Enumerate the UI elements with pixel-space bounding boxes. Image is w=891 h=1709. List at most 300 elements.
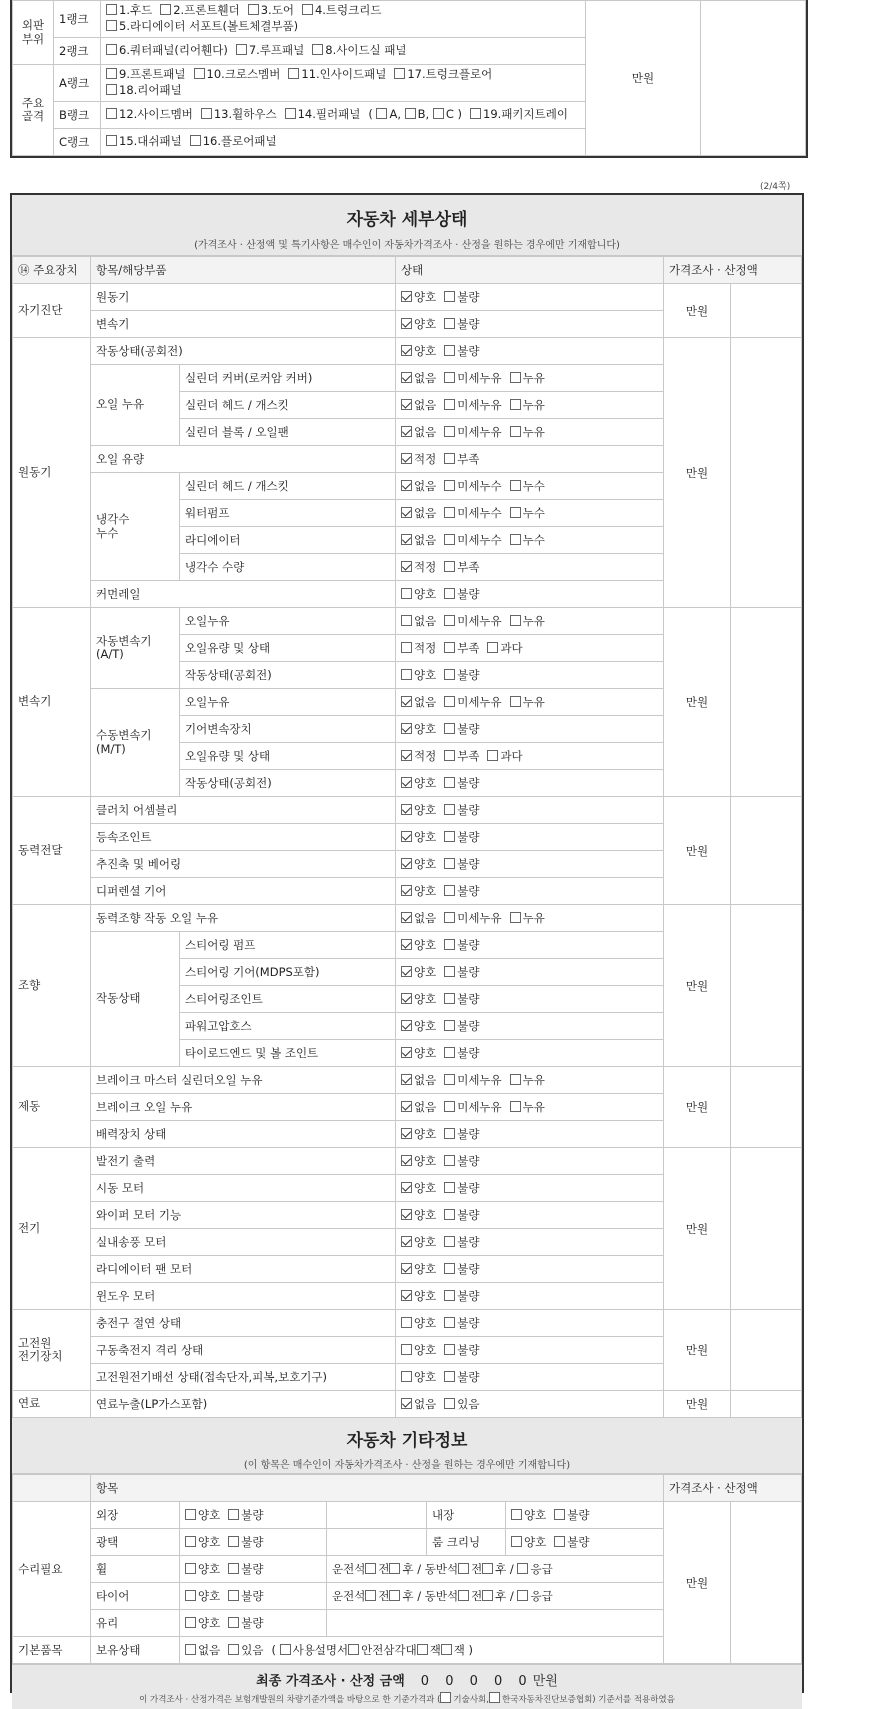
checkbox-icon[interactable] [444,1101,455,1112]
part-checkbox[interactable]: 3.도어 [248,3,294,17]
checkbox-icon[interactable] [405,108,416,119]
part-checkbox[interactable]: 16.플로어패널 [190,134,277,148]
state-checkbox[interactable]: 누유 [510,695,545,709]
state-checkbox[interactable]: 불량 [444,668,479,682]
state-checkbox[interactable]: 불량 [228,1562,263,1576]
price-cell[interactable] [731,1391,802,1418]
state-checkbox[interactable]: 부족 [444,452,479,466]
state-checkbox[interactable]: 미세누유 [444,1100,501,1114]
price-cell[interactable] [731,284,802,338]
state-checkbox[interactable]: 없음 [401,614,436,628]
checkbox-icon[interactable] [401,1182,412,1193]
state-checkbox[interactable]: 없음 [401,425,436,439]
checkbox-icon[interactable] [401,966,412,977]
state-checkbox[interactable]: 적정 [401,560,436,574]
state-checkbox[interactable]: 양호 [401,1289,436,1303]
state-checkbox[interactable]: 불량 [444,722,479,736]
state-checkbox[interactable]: 양호 [185,1616,220,1630]
checkbox-icon[interactable] [401,885,412,896]
checkbox-icon[interactable] [517,1590,528,1601]
checkbox-icon[interactable] [401,723,412,734]
part-checkbox[interactable]: 11.인사이드패널 [288,67,386,81]
part-checkbox[interactable]: 10.크로스멤버 [194,67,281,81]
state-checkbox[interactable]: 불량 [444,1289,479,1303]
checkbox-icon[interactable] [401,831,412,842]
checkbox-icon[interactable] [228,1563,239,1574]
checkbox-icon[interactable] [401,1020,412,1031]
state-checkbox[interactable]: 양호 [511,1508,546,1522]
checkbox-icon[interactable] [312,44,323,55]
checkbox-icon[interactable] [389,1563,400,1574]
checkbox-icon[interactable] [510,480,521,491]
checkbox-icon[interactable] [401,912,412,923]
checkbox-icon[interactable] [401,1101,412,1112]
checkbox-icon[interactable] [401,1209,412,1220]
checkbox-icon[interactable] [517,1563,528,1574]
state-checkbox[interactable]: 누유 [510,614,545,628]
checkbox-icon[interactable] [482,1563,493,1574]
checkbox-icon[interactable] [248,4,259,15]
state-checkbox[interactable]: 양호 [401,344,436,358]
price-cell[interactable] [731,1148,802,1310]
checkbox-icon[interactable] [444,480,455,491]
state-checkbox[interactable]: 부족 [444,560,479,574]
state-checkbox[interactable]: 양호 [401,1046,436,1060]
state-checkbox[interactable]: 양호 [401,317,436,331]
checkbox-icon[interactable] [444,993,455,1004]
checkbox-icon[interactable] [401,804,412,815]
checkbox-icon[interactable] [510,1074,521,1085]
checkbox-icon[interactable] [444,750,455,761]
checkbox-icon[interactable] [510,534,521,545]
state-checkbox[interactable]: 없음 [401,1397,436,1411]
state-checkbox[interactable]: 미세누수 [444,479,501,493]
checkbox-icon[interactable] [376,108,387,119]
state-checkbox[interactable]: 있음 [444,1397,479,1411]
state-checkbox[interactable]: 양호 [401,830,436,844]
state-checkbox[interactable]: 양호 [401,1019,436,1033]
state-checkbox[interactable]: 불량 [554,1535,589,1549]
checkbox-icon[interactable] [394,68,405,79]
checkbox-icon[interactable] [444,1344,455,1355]
state-checkbox[interactable]: 양호 [185,1562,220,1576]
checkbox-icon[interactable] [401,939,412,950]
state-checkbox[interactable]: 불량 [444,1208,479,1222]
checkbox-icon[interactable] [444,966,455,977]
part-checkbox[interactable]: 9.프론트패널 [106,67,186,81]
checkbox-icon[interactable] [285,108,296,119]
checkbox-icon[interactable] [444,1398,455,1409]
checkbox-icon[interactable] [458,1563,469,1574]
checkbox-icon[interactable] [444,372,455,383]
state-checkbox[interactable]: 없음 [185,1643,220,1657]
checkbox-icon[interactable] [444,1263,455,1274]
checkbox-icon[interactable] [401,588,412,599]
checkbox-icon[interactable] [510,507,521,518]
state-checkbox[interactable]: 누유 [510,425,545,439]
state-checkbox[interactable]: 적정 [401,749,436,763]
state-checkbox[interactable]: 양호 [401,857,436,871]
checkbox-icon[interactable] [444,1020,455,1031]
state-checkbox[interactable]: 누수 [510,479,545,493]
part-checkbox[interactable]: 17.트렁크플로어 [394,67,492,81]
checkbox-icon[interactable] [444,507,455,518]
checkbox-icon[interactable] [444,399,455,410]
state-checkbox[interactable]: 없음 [401,1100,436,1114]
state-checkbox[interactable]: 없음 [401,911,436,925]
checkbox-icon[interactable] [106,84,117,95]
part-checkbox[interactable]: 4.트렁크리드 [302,3,382,17]
checkbox-icon[interactable] [444,345,455,356]
state-checkbox[interactable]: 불량 [444,1046,479,1060]
checkbox-icon[interactable] [510,426,521,437]
checkbox-icon[interactable] [401,1344,412,1355]
checkbox-icon[interactable] [185,1509,196,1520]
checkbox-icon[interactable] [228,1509,239,1520]
state-checkbox[interactable]: 양호 [401,1208,436,1222]
part-checkbox[interactable]: 5.라디에이터 서포트(볼트체결부품) [106,19,298,33]
checkbox-icon[interactable] [417,1644,428,1655]
checkbox-icon[interactable] [401,1128,412,1139]
state-checkbox[interactable]: 불량 [444,1343,479,1357]
checkbox-icon[interactable] [401,345,412,356]
checkbox-icon[interactable] [401,750,412,761]
state-checkbox[interactable]: 양호 [401,803,436,817]
state-checkbox[interactable]: 미세누유 [444,695,501,709]
checkbox-icon[interactable] [228,1617,239,1628]
checkbox-icon[interactable] [444,1155,455,1166]
checkbox-icon[interactable] [401,1074,412,1085]
checkbox-icon[interactable] [401,318,412,329]
checkbox-icon[interactable] [482,1590,493,1601]
state-checkbox[interactable]: 불량 [554,1508,589,1522]
state-checkbox[interactable]: 양호 [185,1589,220,1603]
state-checkbox[interactable]: 불량 [444,857,479,871]
checkbox-icon[interactable] [401,372,412,383]
price-cell[interactable] [731,905,802,1067]
state-checkbox[interactable]: 불량 [444,776,479,790]
state-checkbox[interactable]: 양호 [511,1535,546,1549]
state-checkbox[interactable]: 양호 [401,722,436,736]
state-checkbox[interactable]: 없음 [401,479,436,493]
checkbox-icon[interactable] [365,1563,376,1574]
checkbox-icon[interactable] [444,858,455,869]
checkbox-icon[interactable] [194,68,205,79]
checkbox-icon[interactable] [444,291,455,302]
sub-category: 작동상태 [91,932,180,1067]
state-checkbox[interactable]: 미세누유 [444,371,501,385]
checkbox-icon[interactable] [458,1590,469,1601]
checkbox-icon[interactable] [401,1236,412,1247]
checkbox-icon[interactable] [401,1398,412,1409]
state-checkbox[interactable]: 미세누유 [444,614,501,628]
state-checkbox[interactable]: 양호 [401,1154,436,1168]
state-checkbox[interactable]: 불량 [444,290,479,304]
checkbox-icon[interactable] [444,831,455,842]
checkbox-icon[interactable] [106,135,117,146]
checkbox-icon[interactable] [510,372,521,383]
part-checkbox[interactable]: 18.리어패널 [106,83,182,97]
state-checkbox[interactable]: 불량 [444,587,479,601]
state-checkbox[interactable]: 적정 [401,641,436,655]
state-checkbox[interactable]: 있음 [228,1643,263,1657]
etc-price-cell[interactable] [731,1502,802,1664]
checkbox-icon[interactable] [106,20,117,31]
checkbox-icon[interactable] [433,108,444,119]
state-checkbox[interactable]: 불량 [444,884,479,898]
state-checkbox[interactable]: 불량 [444,965,479,979]
checkbox-icon[interactable] [444,561,455,572]
state-checkbox[interactable]: 과다 [487,749,522,763]
state-checkbox[interactable]: 누유 [510,1100,545,1114]
price-cell[interactable] [731,797,802,905]
checkbox-icon[interactable] [401,858,412,869]
checkbox-icon[interactable] [365,1590,376,1601]
state-checkbox[interactable]: 양호 [401,776,436,790]
checkbox-icon[interactable] [288,68,299,79]
checkbox-icon[interactable] [444,939,455,950]
checkbox-diagnosis-association[interactable] [489,1692,500,1703]
checkbox-icon[interactable] [401,1263,412,1274]
checkbox-icon[interactable] [470,108,481,119]
state-checkbox[interactable]: 없음 [401,398,436,412]
checkbox-icon[interactable] [106,44,117,55]
state-checkbox[interactable]: 미세누유 [444,1073,501,1087]
checkbox-icon[interactable] [348,1644,359,1655]
checkbox-icon[interactable] [401,480,412,491]
etc-title: 자동차 기타정보 [346,1431,468,1451]
checkbox-icon[interactable] [401,696,412,707]
checkbox-icon[interactable] [236,44,247,55]
part-checkbox[interactable]: 12.사이드멤버 [106,107,193,121]
price-cell[interactable] [731,1067,802,1148]
checkbox-icon[interactable] [185,1590,196,1601]
checkbox-icon[interactable] [444,1047,455,1058]
checkbox-icon[interactable] [444,453,455,464]
checkbox-icon[interactable] [401,1317,412,1328]
checkbox-icon[interactable] [444,318,455,329]
state-checkbox[interactable]: 불량 [228,1508,263,1522]
checkbox-icon[interactable] [401,561,412,572]
state-checkbox[interactable]: 불량 [444,1181,479,1195]
state-checkbox[interactable]: 양호 [401,1343,436,1357]
checkbox-icon[interactable] [401,291,412,302]
state-checkbox[interactable]: 불량 [444,1154,479,1168]
state-checkbox[interactable]: 부족 [444,749,479,763]
state-checkbox[interactable]: 불량 [444,317,479,331]
part-checkbox[interactable]: 19.패키지트레이 [470,107,568,121]
price-cell[interactable] [731,338,802,608]
state-checkbox[interactable]: 양호 [401,992,436,1006]
checkbox-icon[interactable] [444,588,455,599]
checkbox-icon[interactable] [444,642,455,653]
checkbox-icon[interactable] [444,912,455,923]
etc-seat-cell [327,1556,664,1583]
state-checkbox[interactable]: 과다 [487,641,522,655]
checkbox-icon[interactable] [444,777,455,788]
checkbox-icon[interactable] [401,534,412,545]
checkbox-icon[interactable] [302,4,313,15]
part-checkbox[interactable]: 15.대쉬패널 [106,134,182,148]
checkbox-icon[interactable] [401,993,412,1004]
checkbox-icon[interactable] [444,615,455,626]
checkbox-icon[interactable] [444,885,455,896]
part-checkbox[interactable]: 7.루프패널 [236,43,304,57]
state-checkbox[interactable]: 불량 [444,1370,479,1384]
state-checkbox[interactable]: 불량 [228,1535,263,1549]
state-checkbox[interactable]: 불량 [444,1262,479,1276]
state-checkbox[interactable]: 양호 [401,290,436,304]
state-checkbox[interactable]: 양호 [401,1181,436,1195]
checkbox-icon[interactable] [444,1182,455,1193]
price-cell[interactable] [731,1310,802,1391]
state-checkbox[interactable]: 양호 [401,1370,436,1384]
checkbox-icon[interactable] [401,1290,412,1301]
checkbox-icon[interactable] [389,1590,400,1601]
state-checkbox[interactable]: 누유 [510,371,545,385]
checkbox-icon[interactable] [510,696,521,707]
state-checkbox[interactable]: 불량 [444,1235,479,1249]
checkbox-icon[interactable] [441,1644,452,1655]
state-checkbox[interactable]: 없음 [401,371,436,385]
checkbox-icon[interactable] [487,642,498,653]
state-checkbox[interactable]: 미세누수 [444,533,501,547]
state-checkbox[interactable]: 누수 [510,533,545,547]
state-checkbox[interactable]: 불량 [228,1616,263,1630]
checkbox-icon[interactable] [444,696,455,707]
checkbox-icon[interactable] [160,4,171,15]
checkbox-icon[interactable] [444,1236,455,1247]
checkbox-icon[interactable] [487,750,498,761]
checkbox-icon[interactable] [511,1509,522,1520]
state-checkbox[interactable]: 누유 [510,1073,545,1087]
checkbox-icon[interactable] [444,1290,455,1301]
checkbox-icon[interactable] [185,1536,196,1547]
checkbox-icon[interactable] [228,1644,239,1655]
checkbox-icon[interactable] [510,912,521,923]
state-checkbox[interactable]: 없음 [401,506,436,520]
checkbox-icon[interactable] [401,1155,412,1166]
checkbox-icon[interactable] [444,804,455,815]
checkbox-icon[interactable] [401,399,412,410]
state-checkbox[interactable]: 양호 [401,1262,436,1276]
checkbox-icon[interactable] [401,507,412,518]
state-checkbox[interactable]: 적정 [401,452,436,466]
checkbox-icon[interactable] [401,1371,412,1382]
checkbox-icon[interactable] [444,723,455,734]
checkbox-icon[interactable] [510,615,521,626]
state-checkbox[interactable]: 양호 [401,1235,436,1249]
state-checkbox[interactable]: 양호 [401,938,436,952]
checkbox-icon[interactable] [401,642,412,653]
checkbox-icon[interactable] [510,399,521,410]
checkbox-icon[interactable] [401,615,412,626]
checkbox-icon[interactable] [185,1644,196,1655]
state-checkbox[interactable]: 양호 [401,965,436,979]
etc-item: 휠 [91,1556,180,1583]
checkbox-icon[interactable] [444,1128,455,1139]
state-checkbox[interactable]: 불량 [444,1316,479,1330]
state-checkbox[interactable]: 없음 [401,1073,436,1087]
device-category: 변속기 [13,608,91,797]
state-checkbox[interactable]: 누유 [510,911,545,925]
checkbox-icon[interactable] [444,669,455,680]
part-checkbox[interactable]: 6.쿼터패널(리어휀다) [106,43,228,57]
state-checkbox[interactable]: 불량 [444,1127,479,1141]
checkbox-icon[interactable] [280,1644,291,1655]
state-checkbox[interactable]: 양호 [401,884,436,898]
part-checkbox[interactable]: 1.후드 [106,3,152,17]
checkbox-engineer-society[interactable] [440,1692,451,1703]
checkbox-icon[interactable] [554,1536,565,1547]
checkbox-icon[interactable] [401,1047,412,1058]
checkbox-icon[interactable] [444,1317,455,1328]
checkbox-icon[interactable] [444,1371,455,1382]
checkbox-icon[interactable] [554,1509,565,1520]
state-checkbox[interactable]: 양호 [401,1316,436,1330]
checkbox-icon[interactable] [444,534,455,545]
state-checkbox[interactable]: 미세누수 [444,506,501,520]
checkbox-icon[interactable] [510,1101,521,1112]
checkbox-icon[interactable] [401,426,412,437]
checkbox-icon[interactable] [401,777,412,788]
state-checkbox[interactable]: 양호 [185,1535,220,1549]
checkbox-icon[interactable] [444,1209,455,1220]
checkbox-icon[interactable] [201,108,212,119]
state-checkbox[interactable]: 없음 [401,695,436,709]
part-checkbox[interactable]: 13.휠하우스 [201,107,277,121]
part-checkbox[interactable]: 2.프론트휀더 [160,3,240,17]
part-checkbox[interactable]: 14.필러패널 [285,107,361,121]
checkbox-icon[interactable] [106,4,117,15]
part-checkbox[interactable]: 8.사이드실 패널 [312,43,406,57]
state-checkbox[interactable]: 미세누유 [444,398,501,412]
detail-item: 실린더 블록 / 오일팬 [180,419,396,446]
state-checkbox[interactable]: 누유 [510,398,545,412]
checkbox-icon[interactable] [185,1563,196,1574]
final-note-b: 기술사회, [453,1695,489,1705]
state-checkbox[interactable]: 부족 [444,641,479,655]
checkbox-icon[interactable] [228,1590,239,1601]
checkbox-icon[interactable] [106,108,117,119]
checkbox-icon[interactable] [444,1074,455,1085]
state-checkbox[interactable]: 양호 [401,1127,436,1141]
state-checkbox[interactable]: 불량 [444,803,479,817]
state-checkbox[interactable]: 불량 [444,1019,479,1033]
checkbox-icon[interactable] [228,1536,239,1547]
state-checkbox[interactable]: 양호 [401,668,436,682]
checkbox-icon[interactable] [190,135,201,146]
checkbox-icon[interactable] [401,669,412,680]
checkbox-icon[interactable] [511,1536,522,1547]
checkbox-icon[interactable] [106,68,117,79]
checkbox-icon[interactable] [401,453,412,464]
state-checkbox[interactable]: 불량 [444,938,479,952]
checkbox-icon[interactable] [444,426,455,437]
state-checkbox[interactable]: 양호 [185,1508,220,1522]
state-checkbox[interactable]: 미세누유 [444,425,501,439]
state-checkbox[interactable]: 누수 [510,506,545,520]
price-cell[interactable] [731,608,802,797]
state-checkbox[interactable]: 미세누유 [444,911,501,925]
state-checkbox[interactable]: 양호 [401,587,436,601]
checkbox-icon[interactable] [185,1617,196,1628]
state-checkbox[interactable]: 불량 [228,1589,263,1603]
state-checkbox[interactable]: 없음 [401,533,436,547]
state-checkbox[interactable]: 불량 [444,992,479,1006]
state-checkbox[interactable]: 불량 [444,344,479,358]
state-checkbox[interactable]: 불량 [444,830,479,844]
